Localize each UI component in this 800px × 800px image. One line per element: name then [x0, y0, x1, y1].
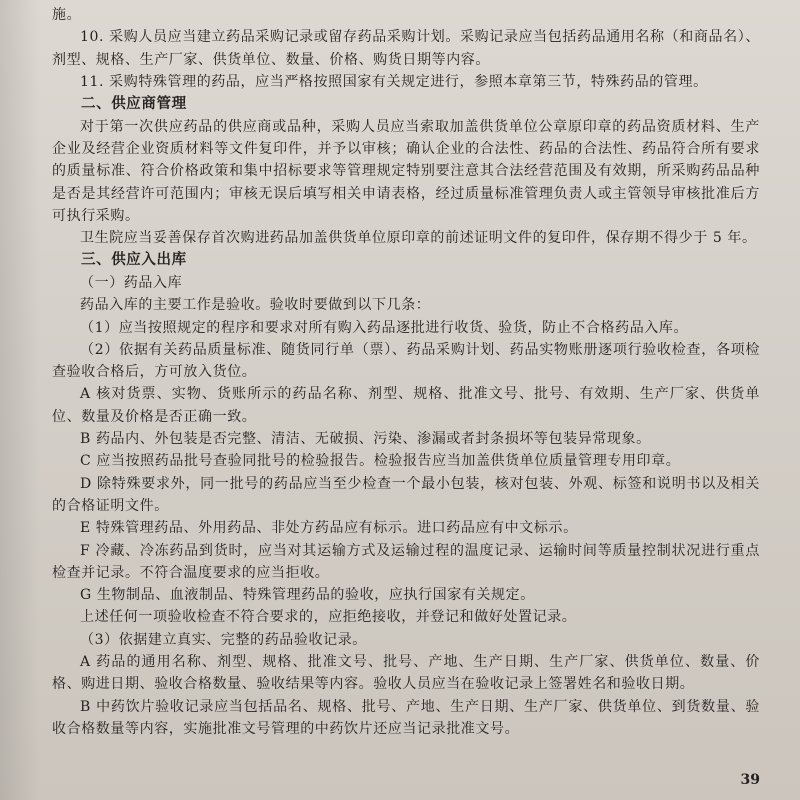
paragraph-item-11: 11. 采购特殊管理的药品，应当严格按照国家有关规定进行，参照本章第三节，特殊药品的管理。 — [80, 73, 708, 90]
paragraph-item-3: （3）依据建立真实、完整的药品验收记录。 — [80, 631, 367, 648]
paragraph-document-retention: 卫生院应当妥善保存首次购进药品加盖供货单位原印章的前述证明文件的复印件，保存期不得少于 5 年。 — [80, 230, 757, 247]
paragraph-item-g: G 生物制品、血液制品、特殊管理药品的验收，应执行国家有关规定。 — [80, 587, 535, 604]
paragraph-item-d: D 除特殊要求外，同一批号的药品应当至少检查一个最小包装，核对包装、外观、标签和说明书以及相关的合格证明文件。 — [52, 475, 760, 514]
paragraph-item-2: （2）依据有关药品质量标准、随货同行单（票）、药品采购计划、药品实物账册逐项行验收检查，各项检查验收合格后，方可放入货位。 — [52, 341, 760, 381]
paragraph-item-e: E 特殊管理药品、外用药品、非处方药品应有标示。进口药品应有中文标示。 — [80, 520, 578, 537]
subsection-heading-inbound: （一）药品入库 — [80, 274, 183, 291]
paragraph-item-1: （1）应当按照规定的程序和要求对所有购入药品逐批进行收货、验货，防止不合格药品入库。 — [80, 319, 689, 336]
paragraph-inbound-intro: 药品入库的主要工作是验收。验收时要做到以下几条： — [80, 297, 431, 314]
section-heading-supplier: 二、供应商管理 — [81, 96, 187, 113]
section-heading-storage: 三、供应入出库 — [81, 252, 187, 269]
paragraph-rejection-rule: 上述任何一项验收检查不符合要求的，应拒绝接收，并登记和做好处置记录。 — [80, 609, 577, 626]
paragraph-fragment: 施。 — [52, 7, 82, 23]
paragraph-item-b: B 药品内、外包装是否完整、清洁、无破损、污染、渗漏或者封条损坏等包装异常现象。 — [80, 431, 651, 448]
paragraph-record-a: A 药品的通用名称、剂型、规格、批准文号、批号、产地、生产日期、生产厂家、供货单位、数量、价格、购进日期、验收合格数量、验收结果等内容。验收人员应当在验收记录上签署姓名和验收日期。 — [52, 654, 760, 693]
page-number: 39 — [740, 772, 760, 788]
paragraph-item-c: C 应当按照药品批号查验同批号的检验报告。检验报告应当加盖供货单位质量管理专用印章。 — [80, 453, 681, 470]
paragraph-record-b: B 中药饮片验收记录应当包括品名、规格、批号、产地、生产日期、生产厂家、供货单位、到货数量、验收合格数量等内容，实施批准文号管理的中药饮片还应当记录批准文号。 — [52, 698, 760, 737]
paragraph-item-f: F 冷藏、冷冻药品到货时，应当对其运输方式及运输过程的温度记录、运输时间等质量控制状况进行重点检查并记录。不符合温度要求的应当拒收。 — [52, 542, 760, 581]
paragraph-item-10: 10. 采购人员应当建立药品采购记录或留存药品采购计划。采购记录应当包括药品通用名称（和商品名）、剂型、规格、生产厂家、供货单位、数量、价格、购货日期等内容。 — [52, 29, 760, 68]
paragraph-supplier-review: 对于第一次供应药品的供应商或品种，采购人员应当索取加盖供货单位公章原印章的药品资质材料、生产企业及经营企业资质材料等文件复印件，并予以审核；确认企业的合法性、药品的合法性、药品符合所有要求的质量标准、符合价格政策和集中招标要求等管理规定特别要注意其合法经营范围及有效期，所采购药品品种是否是其经营许可范围内；审核无误后填写相关申请表格，经过质量标准管理负责人或主管领导审核批准后方可执行采购。 — [52, 118, 760, 224]
paragraph-item-a: A 核对货票、实物、货账所示的药品名称、剂型、规格、批准文号、批号、有效期、生产厂家、供货单位、数量及价格是否正确一致。 — [52, 386, 760, 425]
